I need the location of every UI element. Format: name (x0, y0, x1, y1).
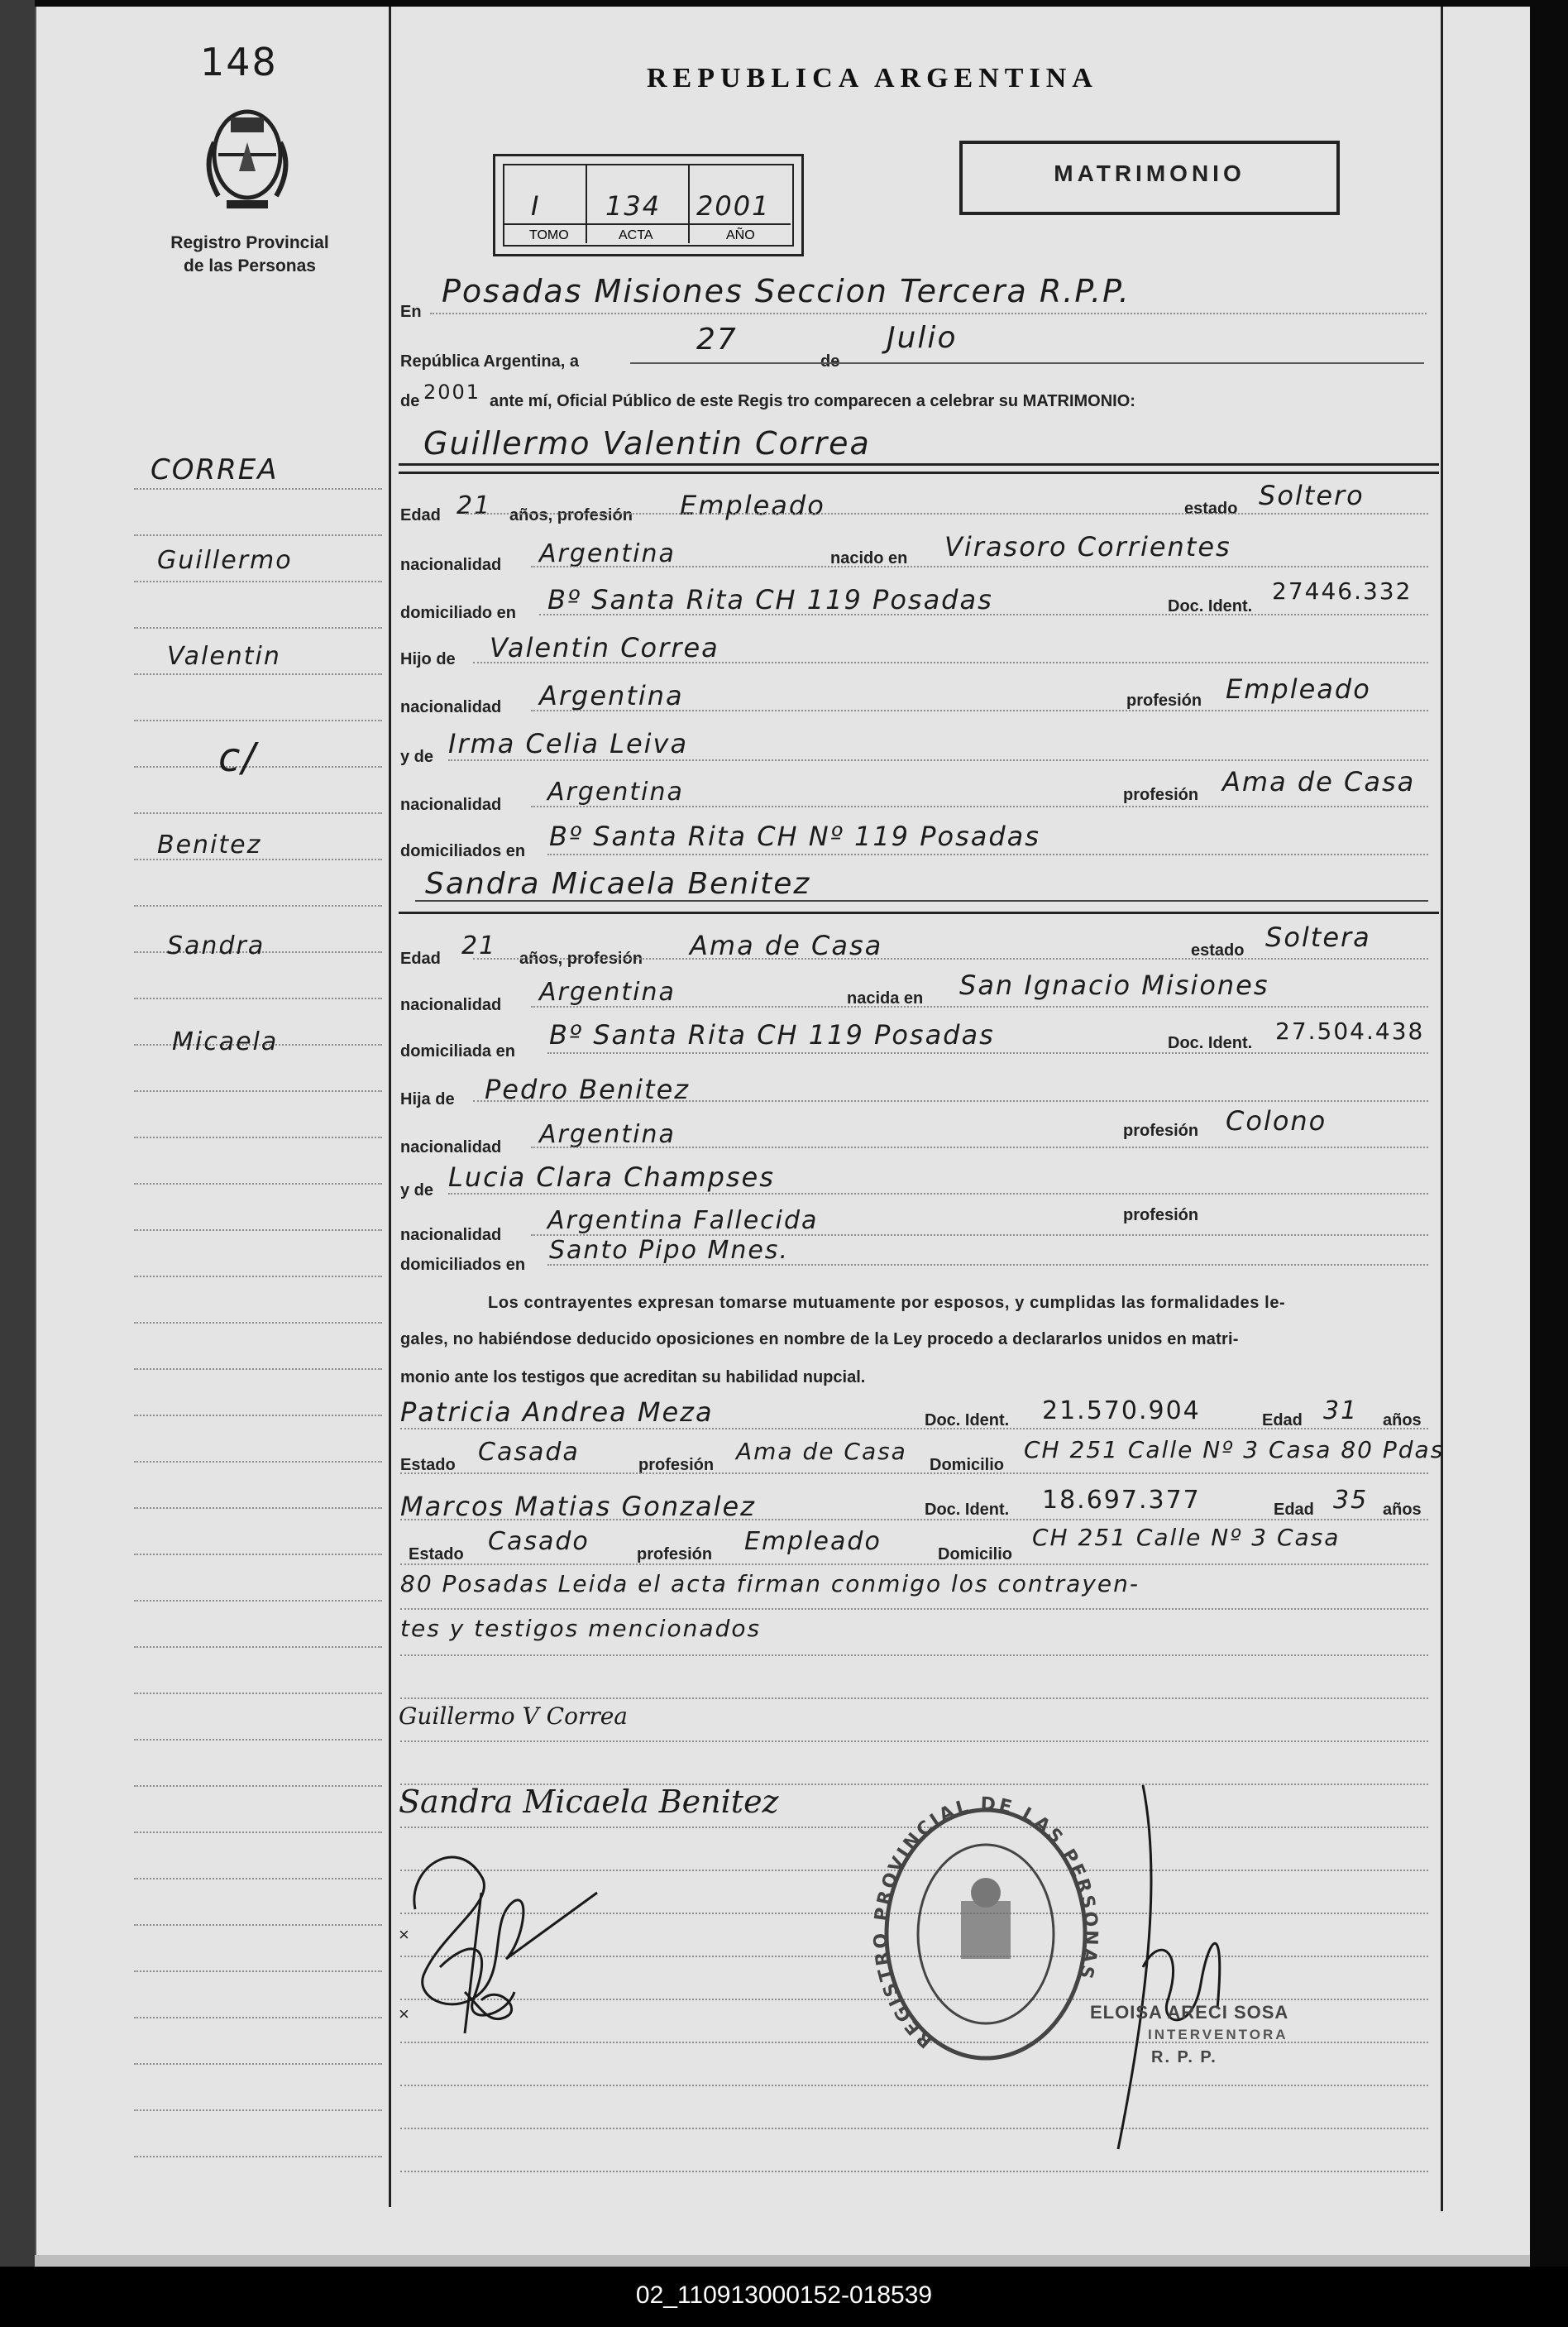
month-value: Julio (887, 321, 958, 355)
margin-ruled-line (134, 1878, 382, 1879)
margin-ruled-line (134, 2109, 382, 2111)
margin-bride-given-2: Micaela (172, 1027, 279, 1056)
declaration-line-2: gales, no habiéndose deducido oposiciones en nombre de la Ley procedo a declararlos unidos en matri- (400, 1330, 1239, 1348)
margin-ruled-line (134, 627, 382, 629)
official-stamp (870, 1793, 1102, 2075)
margin-ruled-line (134, 534, 382, 536)
margin-ruled-line (134, 720, 382, 721)
signature-ruled-line (400, 1740, 1428, 1742)
margin-ruled-line (134, 1461, 382, 1463)
margin-ruled-line (134, 1090, 382, 1092)
margin-ruled-line (134, 1229, 382, 1231)
signature-ruled-line (400, 1697, 1428, 1699)
margin-given-2: Valentin (167, 642, 281, 671)
official-name: ELOISA ARECI SOSA (1090, 2002, 1289, 2023)
margin-bride-surname: Benitez (157, 831, 262, 859)
bride-name: Sandra Micaela Benitez (425, 867, 811, 901)
ano-label: AÑO (726, 228, 755, 242)
acta-value: 134 (605, 190, 662, 222)
acta-label: ACTA (619, 228, 653, 242)
margin-ruled-line (134, 1507, 382, 1509)
margin-ruled-line (134, 766, 382, 768)
ano-value: 2001 (696, 190, 771, 222)
margin-ruled-line (134, 905, 382, 907)
tomo-label: TOMO (529, 228, 569, 242)
margin-ruled-line (134, 2063, 382, 2065)
margin-surname: CORREA (151, 453, 279, 486)
margin-ruled-line (134, 1276, 382, 1277)
margin-ruled-line (134, 488, 382, 490)
stamp-ring-text: REGISTRO PROVINCIAL DE LAS PERSONAS (870, 1793, 1102, 2052)
margin-ruled-line (134, 1368, 382, 1370)
witness-signatures-scribble (390, 1818, 630, 2058)
year-value: 2001 (423, 381, 481, 404)
margin-ruled-line (134, 1739, 382, 1740)
right-border (1441, 7, 1443, 2211)
country-title: REPUBLICA ARGENTINA (647, 63, 1098, 93)
margin-ruled-line (134, 1646, 382, 1648)
margin-given-1: Guillermo (157, 546, 293, 575)
margin-ruled-line (134, 1970, 382, 1972)
page-left-edge (35, 7, 36, 2255)
margin-ruled-line (134, 1137, 382, 1138)
registry-name: Registro Provincial de las Personas (170, 233, 329, 275)
tomo-value: I (531, 190, 541, 222)
official-signature (1093, 1769, 1275, 2166)
image-caption-bar (0, 2267, 1568, 2327)
book-binding (0, 0, 35, 2267)
margin-bride-given-1: Sandra (167, 931, 265, 960)
declaration-line-3: monio ante los testigos que acreditan su habilidad nupcial. (400, 1368, 866, 1386)
margin-ruled-line (134, 998, 382, 999)
page-bottom-edge (35, 2255, 1530, 2267)
signature-ruled-line (400, 1654, 1428, 1656)
declaration-line-1: Los contrayentes expresan tomarse mutuamente por esposos, y cumplidas las formalidades le- (488, 1294, 1286, 1312)
footer-code: 02_110913000152-018539 (635, 2282, 933, 2309)
folio-number: 148 (200, 40, 278, 84)
coat-of-arms-icon (194, 93, 301, 217)
official-org: R. P. P. (1151, 2048, 1217, 2066)
margin-ruled-line (134, 1693, 382, 1694)
margin-ruled-line (134, 1554, 382, 1555)
margin-ruled-line (134, 1322, 382, 1324)
margin-connector: c/ (218, 735, 257, 781)
day-value: 27 (696, 323, 738, 357)
groom-name: Guillermo Valentin Correa (423, 425, 871, 462)
bride-signature: Sandra Micaela Benitez (399, 1784, 779, 1820)
margin-ruled-line (134, 2156, 382, 2157)
margin-ruled-line (134, 1831, 382, 1833)
margin-ruled-line (134, 812, 382, 814)
groom-signature: Guillermo V Correa (399, 1702, 628, 1730)
margin-ruled-line (134, 1924, 382, 1926)
official-title: INTERVENTORA (1148, 2027, 1288, 2042)
signature-ruled-line (400, 2171, 1428, 2172)
margin-ruled-line (134, 2017, 382, 2018)
margin-ruled-line (134, 1600, 382, 1602)
record-type: MATRIMONIO (1054, 160, 1245, 186)
register-page: 148 Registro Provincial de las Personas REPUBLICA ARGENTINA I 134 2001 TOMO ACTA AÑO MATRIMONIO CORREA Guillermo Valentin c/ Benitez Sandra Micaela En Posadas Misiones Seccion Tercera R.P.P. República Argentina, a 27 de Julio de 2001 ante mí, Oficial Público de este Regis tro comparecen a celebrar su MATRIMONIO: Guillermo Valentin Correa Edad 21 años, profesión Empleado estado Soltero nacionalidad Argentina nacido en Virasoro Corrientes domiciliado en Bº Santa Rita CH 119 Posadas Doc. Ident. 27446.332 Hijo de Valentin Correa nacionalidad Argentina profesión Empleado y de Irma Celia Leiva nacionalidad Argentina profesión Ama de Casa domiciliados en Bº Santa Rita CH Nº 119 Posadas Sandra Micaela Benitez Edad 21 años, profesión Ama de Casa estado Soltera nacionalidad Argentina nacida en San Ignacio Misiones domiciliada en Bº Santa Rita CH 119 Posadas Doc. Ident. 27.504.438 Hija de Pedro Benitez nacionalidad Argentina profesión Colono y de Lucia Clara Champses nacionalidad Argentina Fallecida profesión domiciliados en Santo Pipo Mnes. Los contrayentes expresan tomarse mutuamente por esposos, y cumplidas las formalidades le- gales, no habiéndose deducido oposiciones en nombre de la Ley procedo a declararlos unidos en matri- monio ante los testigos que acreditan su habilidad nupcial. Patricia Andrea Meza Doc. Ident. 21.570.904 Edad 31 años Estado Casada profesión Ama de Casa Domicilio CH 251 Calle Nº 3 Casa 80 Pdas Marcos Matias Gonzalez Doc. Ident. 18.697.377 Edad 35 años Estado Casado profesión Empleado Domicilio CH 251 Calle Nº 3 Casa 80 Posadas Leida el acta firman conmigo los contrayen- tes y testigos mencionados Guillermo V Correa Sandra Micaela Benitez REGISTRO PROVINCIAL DE LAS PERSONAS ELOISA ARECI SOSA INTERVENTORA R. P. P. × × (35, 7, 1530, 2255)
margin-ruled-line (134, 1415, 382, 1416)
place-value: Posadas Misiones Seccion Tercera R.P.P. (442, 273, 1131, 309)
margin-ruled-line (134, 1785, 382, 1787)
margin-ruled-line (134, 673, 382, 675)
margin-ruled-line (134, 581, 382, 582)
margin-ruled-line (134, 1183, 382, 1185)
